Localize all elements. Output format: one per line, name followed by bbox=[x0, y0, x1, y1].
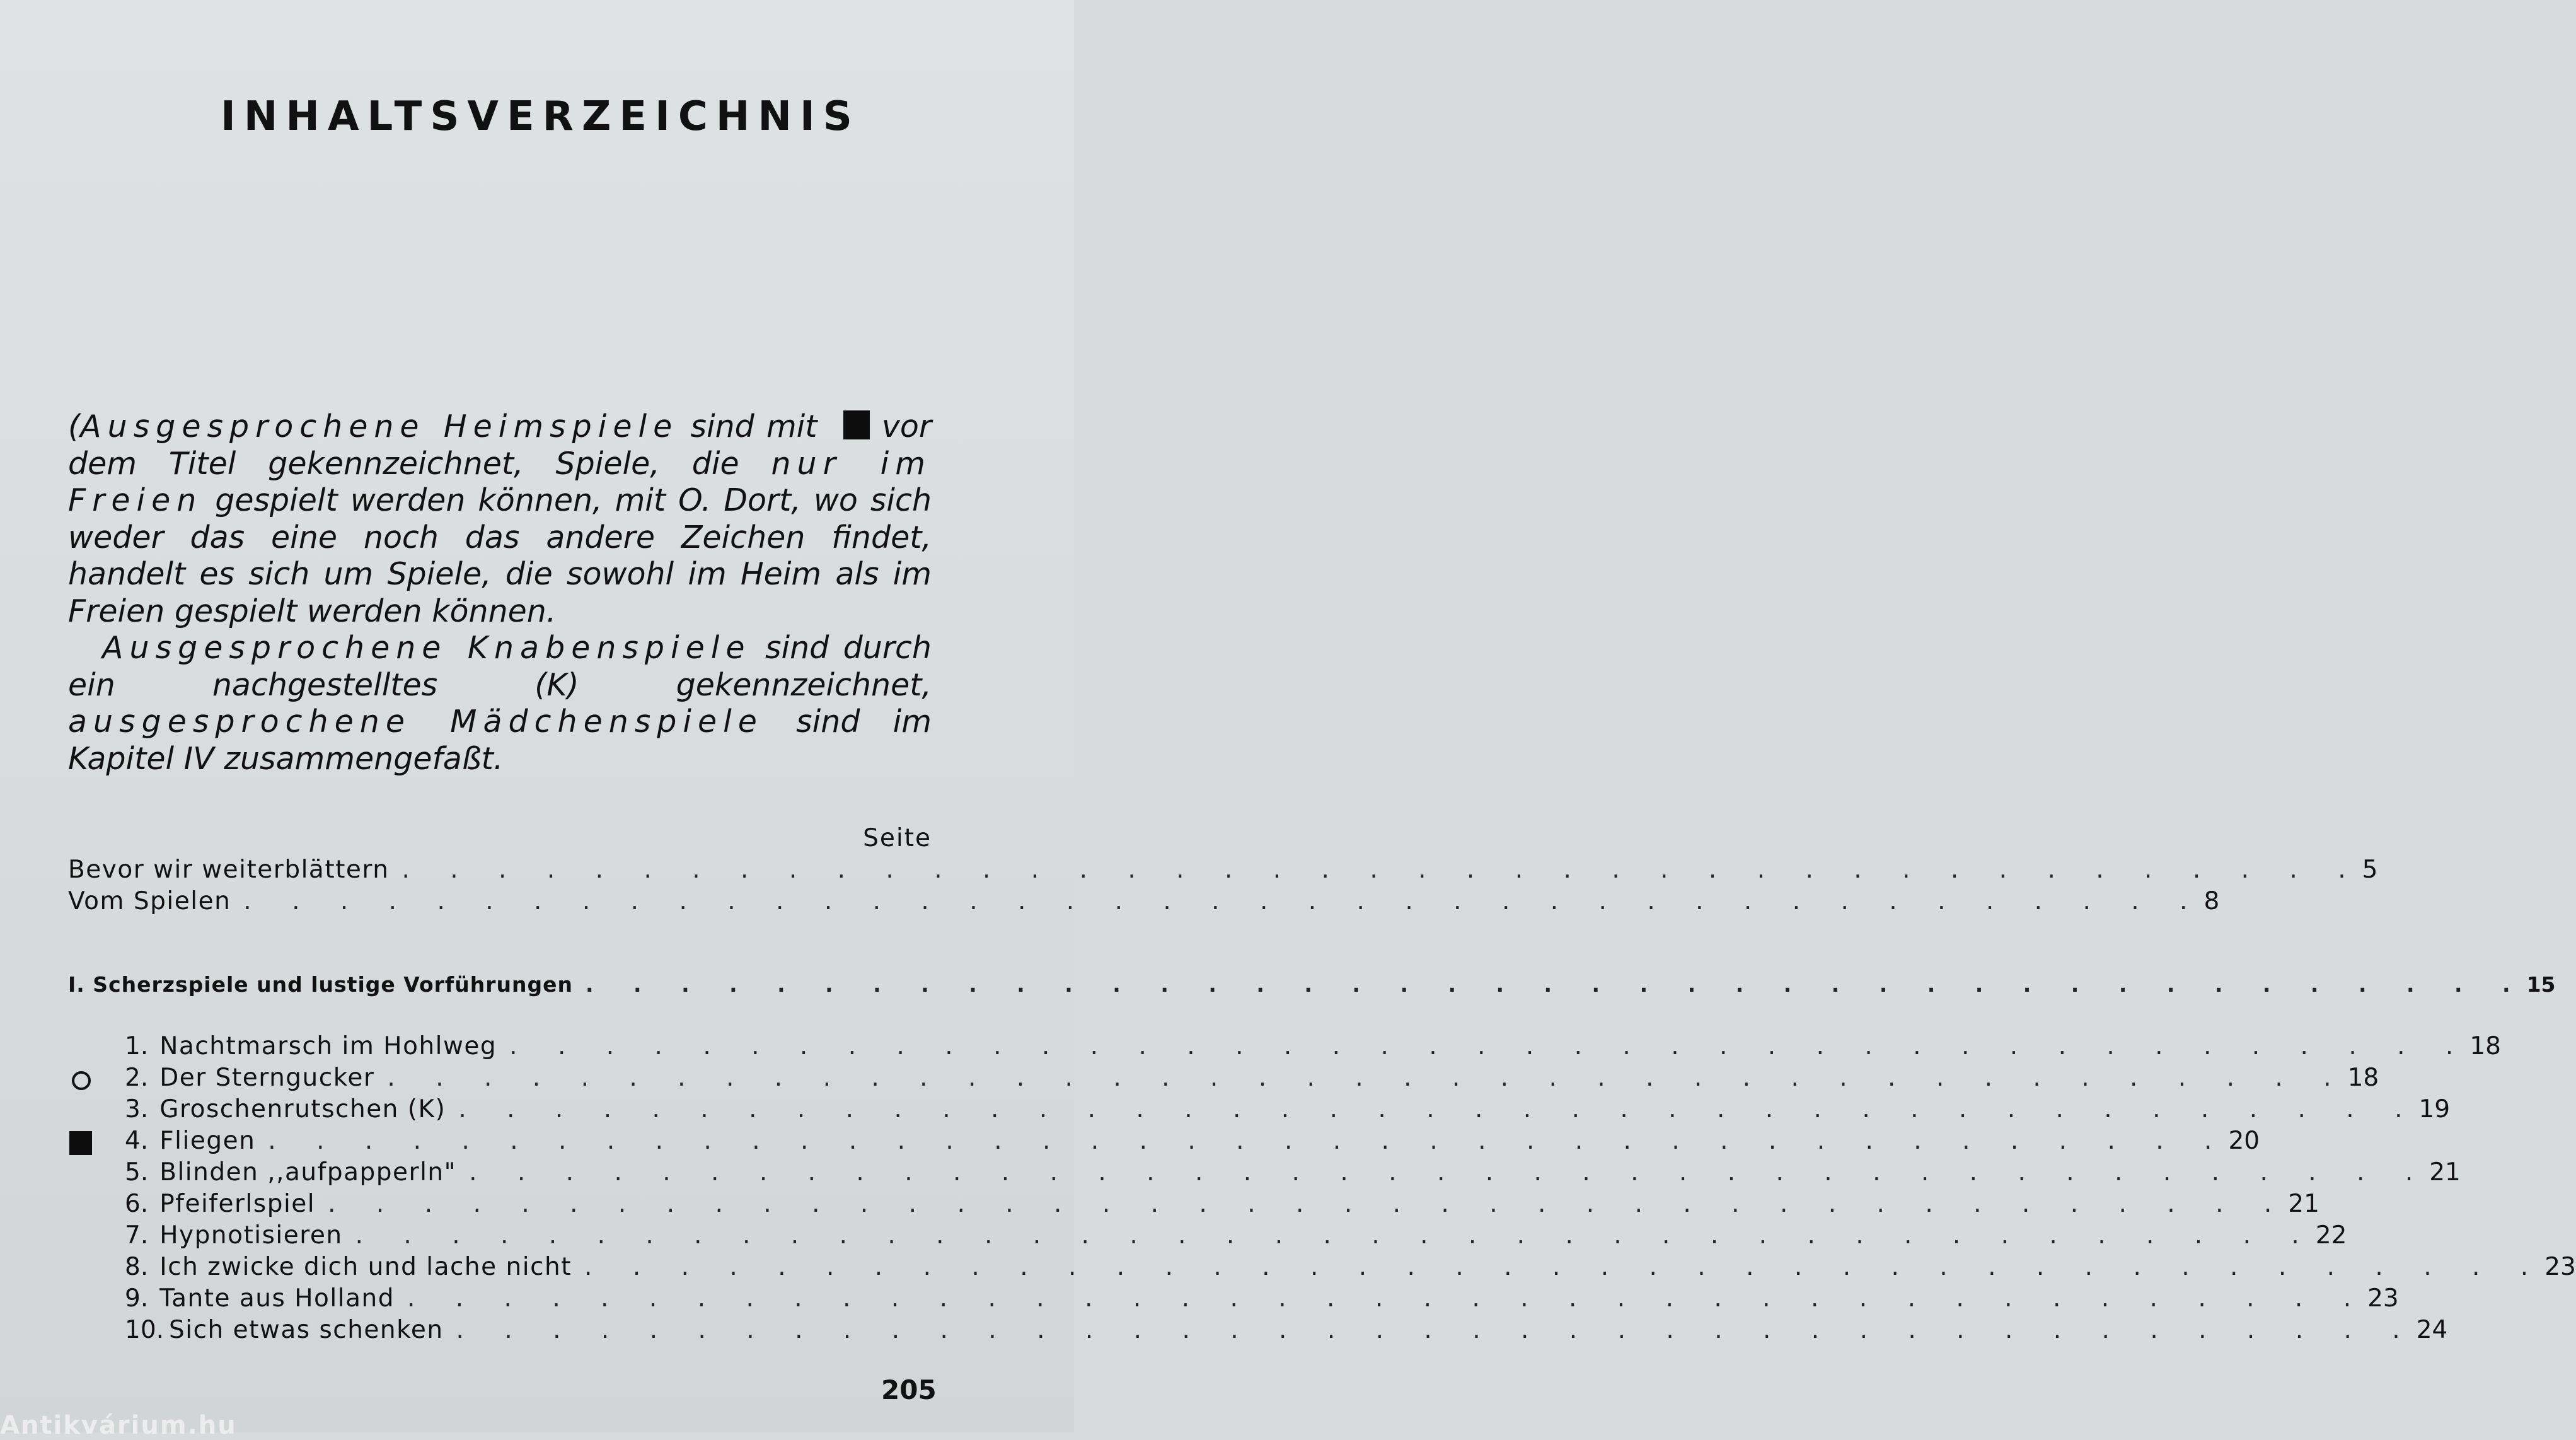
leader-dots: . . . . . . . . . . . . . . . . . . . . . . . . . . . . . . . . . . . . . . . . . bbox=[328, 1190, 2289, 1218]
entry-label: Der Sterngucker bbox=[159, 1064, 375, 1092]
entry-page: 21 bbox=[2288, 1190, 2319, 1218]
toc-front-entry[interactable] bbox=[68, 886, 2220, 917]
entry-number: 3. bbox=[125, 1095, 149, 1124]
seite-column-header: Seite bbox=[863, 824, 932, 852]
intro-text-5: sind im Kapitel IV zusammengefaßt. bbox=[68, 704, 932, 777]
leader-dots: . . . . . . . . . . . . . . . . . . . . . . . . . . . . . . . . . . . . . . . . . bbox=[456, 1316, 2417, 1344]
intro-paragraph-1 bbox=[68, 409, 932, 630]
page-number: 205 bbox=[881, 1374, 937, 1405]
entry-page: 23 bbox=[2544, 1253, 2576, 1281]
entry-number: 9. bbox=[125, 1284, 149, 1313]
toc-entry-5[interactable] bbox=[68, 1157, 2461, 1188]
toc-entry-8[interactable] bbox=[68, 1251, 2576, 1283]
leader-dots: . . . . . . . . . . . . . . . . . . . . . . . . . . . . . . . . . . . . . . . . . bbox=[355, 1221, 2316, 1250]
leader-dots: . . . . . . . . . . . . . . . . . . . . . . . . . . . . . . . . . . . . . . . . . bbox=[458, 1095, 2419, 1124]
intro-emph-nur-im-freien: nur im Freien bbox=[68, 445, 932, 518]
entry-label: Hypnotisieren bbox=[159, 1221, 343, 1250]
intro-text-2: vor dem Titel gekennzeichnet, Spiele, die bbox=[68, 409, 932, 482]
entry-label: Fliegen bbox=[159, 1127, 256, 1155]
entry-label: Nachtmarsch im Hohlweg bbox=[159, 1032, 497, 1060]
entry-page: 22 bbox=[2315, 1221, 2347, 1250]
leader-dots: . . . . . . . . . . . . . . . . . . . . . . . . . . . . . . . . . . . . . . . . . bbox=[469, 1158, 2430, 1187]
entry-number: 1. bbox=[125, 1032, 149, 1060]
leader-dots: . . . . . . . . . . . . . . . . . . . . . . . . . . . . . . . . . . . . . . . . . bbox=[586, 972, 2527, 997]
leader-dots: . . . . . . . . . . . . . . . . . . . . . . . . . . . . . . . . . . . . . . . . . bbox=[509, 1032, 2470, 1060]
toc-entry-page: 8 bbox=[2203, 887, 2220, 915]
chapter-label: I. Scherzspiele und lustige Vorführungen bbox=[68, 972, 574, 997]
toc-entry-label: Bevor wir weiterblättern bbox=[68, 856, 390, 884]
toc-entry-page: 5 bbox=[2362, 856, 2378, 884]
heimspiel-square-icon bbox=[843, 410, 870, 439]
intro-emph-maedchenspiele: ausgesprochene Mädchenspiele bbox=[68, 704, 763, 740]
intro-open-paren: ( bbox=[68, 409, 81, 444]
entry-number: 4. bbox=[125, 1127, 149, 1155]
intro-text-4: sind durch ein nachgestelltes (K) gekennzeichnet, bbox=[68, 630, 932, 703]
toc-entry-10[interactable] bbox=[68, 1315, 2448, 1346]
outdoor-circle-icon bbox=[72, 1071, 91, 1090]
spacer bbox=[68, 1001, 932, 1031]
leader-dots: . . . . . . . . . . . . . . . . . . . . . . . . . . . . . . . . . . . . . . . . . bbox=[387, 1064, 2348, 1092]
entry-page: 21 bbox=[2429, 1158, 2461, 1187]
entry-label: Ich zwicke dich und lache nicht bbox=[159, 1253, 572, 1281]
toc-entry-7[interactable] bbox=[68, 1220, 2347, 1251]
toc-entry-label: Vom Spielen bbox=[68, 887, 231, 915]
leader-dots: . . . . . . . . . . . . . . . . . . . . . . . . . . . . . . . . . . . . . . . . . bbox=[584, 1253, 2545, 1281]
entry-page: 24 bbox=[2416, 1316, 2448, 1344]
toc-entry-4[interactable] bbox=[68, 1125, 2260, 1157]
leader-dots: . . . . . . . . . . . . . . . . . . . . . . . . . . . . . . . . . . . . . . . . . bbox=[401, 856, 2362, 884]
intro-text-3: gespielt werden können, mit O. Dort, wo sich weder das eine noch das andere Zeichen findet, handelt es sich um Spiele, die sowohl im Heim als im Freien gespielt werden können. bbox=[68, 482, 932, 629]
entry-number: 7. bbox=[125, 1221, 149, 1250]
leader-dots: . . . . . . . . . . . . . . . . . . . . . . . . . . . . . . . . . . . . . . . . . bbox=[407, 1284, 2368, 1313]
entry-number: 8. bbox=[125, 1253, 149, 1281]
page-title: INHALTSVERZEICHNIS bbox=[221, 93, 860, 140]
intro-text bbox=[68, 409, 932, 777]
leader-dots: . . . . . . . . . . . . . . . . . . . . . . . . . . . . . . . . . . . . . . . . . bbox=[243, 887, 2204, 915]
entry-page: 23 bbox=[2367, 1284, 2399, 1313]
entry-page: 20 bbox=[2228, 1127, 2260, 1155]
entry-label: Tante aus Holland bbox=[159, 1284, 395, 1313]
indoor-square-icon bbox=[69, 1131, 92, 1155]
entry-label: Groschenrutschen (K) bbox=[159, 1095, 446, 1124]
spacer bbox=[68, 917, 932, 969]
entry-label: Blinden ,,aufpapperln" bbox=[159, 1158, 457, 1187]
toc-entry-1[interactable] bbox=[68, 1031, 2501, 1062]
entry-label: Sich etwas schenken bbox=[169, 1316, 444, 1344]
entry-page: 18 bbox=[2347, 1064, 2379, 1092]
toc-entry-3[interactable] bbox=[68, 1094, 2451, 1125]
intro-paragraph-2 bbox=[68, 630, 932, 777]
toc-entry-2[interactable] bbox=[68, 1062, 2379, 1094]
entry-number: 6. bbox=[125, 1190, 149, 1218]
table-of-contents bbox=[68, 823, 2576, 1346]
toc-entry-6[interactable] bbox=[68, 1188, 2319, 1220]
entry-number: 10. bbox=[125, 1316, 165, 1344]
toc-entry-9[interactable] bbox=[68, 1283, 2399, 1315]
chapter-page: 15 bbox=[2526, 972, 2556, 997]
intro-emph-heimspiele: Ausgesprochene Heimspiele bbox=[80, 409, 679, 444]
toc-front-entry[interactable] bbox=[68, 854, 2378, 886]
watermark: Antikvárium.hu bbox=[0, 1411, 237, 1440]
toc-chapter-heading[interactable] bbox=[68, 969, 2556, 1001]
leader-dots: . . . . . . . . . . . . . . . . . . . . . . . . . . . . . . . . . . . . . . . . . bbox=[268, 1127, 2229, 1155]
intro-emph-knabenspiele: Ausgesprochene Knabenspiele bbox=[102, 630, 751, 666]
entry-label: Pfeiferlspiel bbox=[159, 1190, 316, 1218]
entry-number: 2. bbox=[125, 1064, 149, 1092]
entry-page: 18 bbox=[2469, 1032, 2501, 1060]
entry-page: 19 bbox=[2418, 1095, 2451, 1124]
entry-number: 5. bbox=[125, 1158, 149, 1187]
intro-text-1: sind mit bbox=[678, 409, 829, 444]
